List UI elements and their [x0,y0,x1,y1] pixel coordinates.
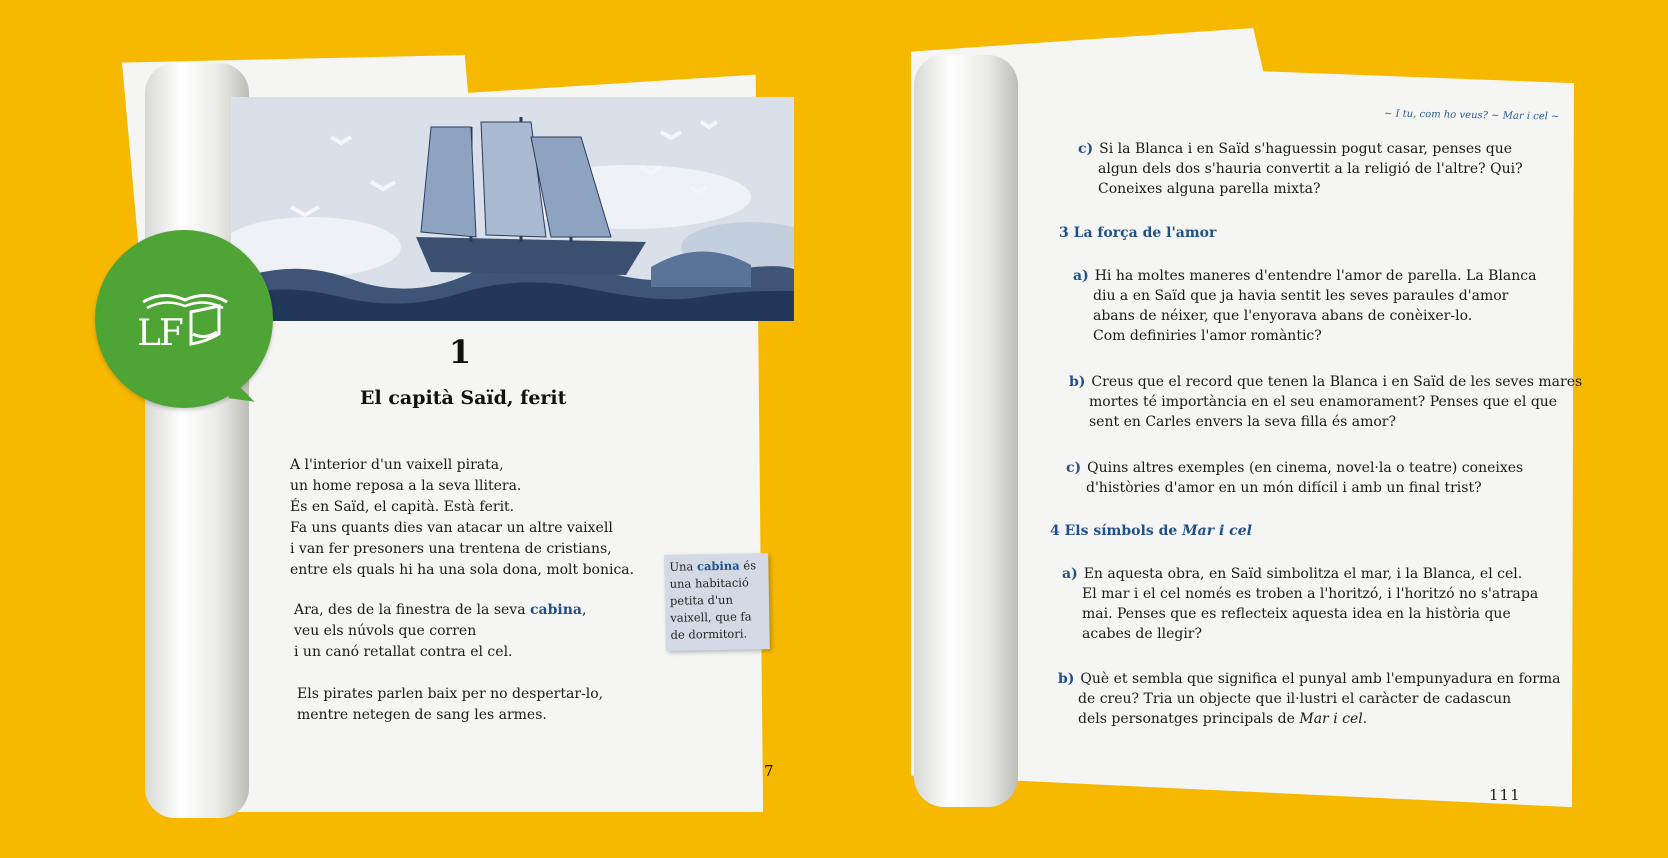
question-3b [1069,372,1582,432]
ship-illustration [231,97,794,321]
poem-stanza-1 [290,455,635,581]
question-4b [1058,669,1561,729]
page-number: 111 [1489,786,1521,804]
poem-line: Els pirates parlen baix per no despertar-lo, [297,686,604,702]
chapter-title: El capità Saïd, ferit [360,387,567,409]
poem-line: un home reposa a la seva llitera. [290,478,522,494]
poem-line: Fa uns quants dies van atacar un altre vaixell [290,520,613,536]
note-line: vaixell, que fa [670,609,752,625]
question-text: dels personatges principals de [1078,711,1300,727]
section-heading-4 [1050,523,1252,539]
question-3c [1066,458,1523,498]
question-text: Quins altres exemples (en cinema, novel·la o teatre) coneixes [1087,460,1524,476]
section-heading-3: 3 La força de l'amor [1059,225,1217,241]
question-text: diu a en Saïd que ja havia sentit les seves paraules d'amor [1093,288,1509,304]
question-2c [1078,139,1523,199]
right-page-curl [914,55,1018,807]
chapter-number: 1 [448,333,472,371]
question-text: El mar i el cel només es troben a l'horitzó, i l'horitzó no s'atrapa [1082,586,1539,602]
note-line: una habitació [669,575,749,591]
question-label: b) [1058,671,1075,687]
question-text: Creus que el record que tenen la Blanca i en Saïd de les seves mares [1091,374,1583,390]
question-text: . [1362,711,1368,727]
question-italic: Mar i cel [1299,711,1363,727]
poem-line: i un canó retallat contra el cel. [294,644,513,660]
logo-tail [229,378,258,401]
logo-text: LF [137,313,182,354]
note-text: és [743,558,757,573]
page-number: 7 [764,762,774,780]
poem-stanza-3 [297,684,637,726]
poem-line: i van fer presoners una trentena de cristians, [290,541,612,557]
glossary-term: cabina [530,602,582,618]
question-text: Coneixes alguna parella mixta? [1098,181,1321,197]
poem-text: Ara, des de la finestra de la seva [294,602,530,618]
running-head: ~ I tu, com ho veus? ~ Mar i cel ~ [1383,108,1560,123]
question-label: a) [1073,268,1089,284]
note-line: petita d'un [669,592,734,608]
glossary-term: cabina [696,558,740,574]
question-3a [1073,266,1536,346]
question-4a [1062,564,1538,644]
question-text: abans de néixer, que l'enyorava abans de conèixer-lo. [1093,308,1473,324]
question-text: mai. Penses que es reflecteix aquesta idea en la història que [1082,606,1511,622]
note-line: de dormitori. [670,626,748,642]
open-book-icon [133,282,233,352]
question-text: mortes té importància en el seu enamorament? Penses que el que [1089,394,1558,410]
poem-line: veu els núvols que corren [294,623,477,639]
question-text: Hi ha moltes maneres d'entendre l'amor de parella. La Blanca [1094,268,1537,284]
question-text: Si la Blanca i en Saïd s'haguessin pogut casar, penses que [1099,141,1513,157]
question-label: b) [1069,374,1086,390]
poem-line: mentre netegen de sang les armes. [297,707,547,723]
poem-text: , [581,602,587,618]
poem-line: entre els quals hi ha una sola dona, molt bonica. [290,562,635,578]
poem-line: És en Saïd, el capità. Està ferit. [290,499,515,515]
question-label: c) [1078,141,1094,157]
question-text: de creu? Tria un objecte que il·lustri el caràcter de cadascun [1078,691,1512,707]
note-text: Una [669,559,698,574]
question-text: Què et sembla que significa el punyal amb l'empunyadura en forma [1080,671,1561,687]
question-text: d'històries d'amor en un món difícil i amb un final trist? [1086,480,1482,496]
question-text: En aquesta obra, en Saïd simbolitza el mar, i la Blanca, el cel. [1083,566,1523,582]
question-text: sent en Carles envers la seva filla és amor? [1089,414,1396,430]
poem-stanza-2 [294,600,634,663]
poem-line: A l'interior d'un vaixell pirata, [290,457,504,473]
question-text: algun dels dos s'hauria convertit a la religió de l'altre? Qui? [1098,161,1523,177]
question-text: acabes de llegir? [1082,626,1202,642]
section-heading-text: 4 Els símbols de [1050,523,1183,539]
section-heading-italic: Mar i cel [1182,523,1252,539]
question-text: Com definiries l'amor romàntic? [1093,328,1322,344]
question-label: a) [1062,566,1078,582]
glossary-note [664,553,770,651]
poem-line [294,600,634,621]
question-label: c) [1066,460,1082,476]
